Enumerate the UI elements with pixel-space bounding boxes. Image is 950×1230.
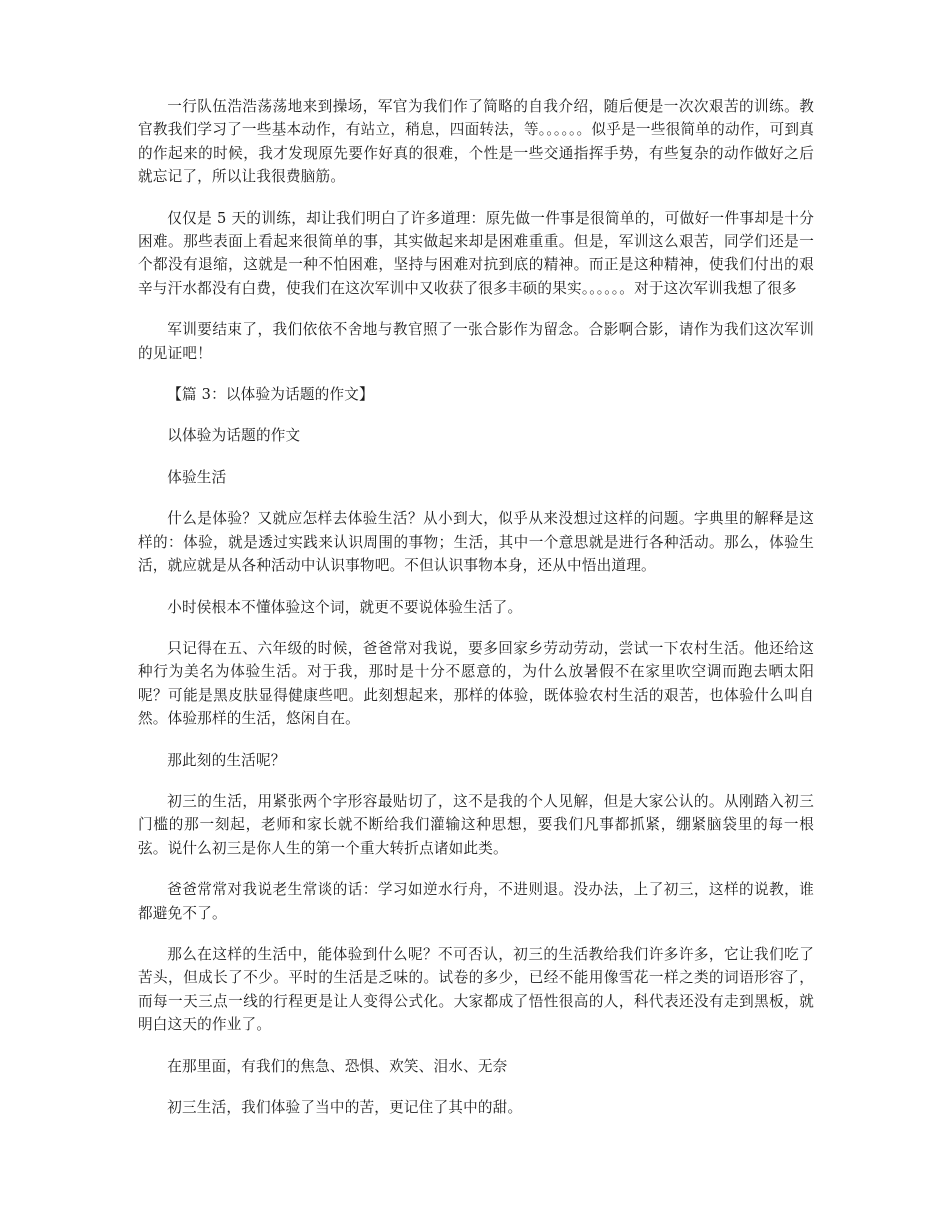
essay-subtitle: 体验生活 [167,468,227,486]
section-heading: 【篇 3：以体验为话题的作文】 [167,386,374,404]
paragraph-training-ends: 军训要结束了，我们依依不舍地与教官照了一张合影作为留念。合影啊合影，请作为我们这次军训的见证吧！ [138,321,814,362]
paragraph-present-life: 那此刻的生活呢？ [167,751,286,769]
paragraph-what-is-experience: 什么是体验？又就应怎样去体验生活？从小到大，似乎从来没想过这样的问题。字典里的解释是这样的：体验，就是透过实践来认识周围的事物；生活，其中一个意思就是进行各种活动。那么，体验生活，就应就是从各种活动中认识事物吧。不但认识事物本身，还从中悟出道理。 [138,510,814,575]
document-body [138,95,814,1137]
paragraph-grade-nine-life: 初三的生活，用紧张两个字形容最贴切了，这不是我的个人见解，但是大家公认的。从刚踏入初三门槛的那一刻起，老师和家长就不断给我们灌输这种思想，要我们凡事都抓紧，绷紧脑袋里的每一根弦。说什么初三是你人生的第一个重大转折点诸如此类。 [138,792,814,857]
paragraph-childhood: 小时侯根本不懂体验这个词，就更不要说体验生活了。 [167,598,523,616]
paragraph-emotions: 在那里面，有我们的焦急、恐惧、欢笑、泪水、无奈 [167,1057,508,1075]
paragraph-father-saying: 爸爸常常对我说老生常谈的话：学习如逆水行舟，不进则退。没办法，上了初三，这样的说教，谁都避免不了。 [138,881,814,922]
paragraph-village-life: 只记得在五、六年级的时候，爸爸常对我说，要多回家乡劳动劳动，尝试一下农村生活。他还给这种行为美名为体验生活。对于我，那时是十分不愿意的，为什么放暑假不在家里吹空调而跑去晒太阳呢？可能是黑皮肤显得健康些吧。此刻想起来，那样的体验，既体验农村生活的艰苦，也体验什么叫自然。体验那样的生活，悠闲自在。 [138,639,814,728]
essay-title: 以体验为话题的作文 [167,427,301,445]
paragraph-conclusion: 初三生活，我们体验了当中的苦，更记住了其中的甜。 [167,1099,523,1116]
paragraph-military-training-drills: 一行队伍浩浩荡荡地来到操场，军官为我们作了简略的自我介绍，随后便是一次次艰苦的训练。教官教我们学习了一些基本动作，有站立，稍息，四面转法，等。。。。。。似乎是一些很简单的动作，可到真的作起来的时候，我才发现原先要作好真的很难，个性是一些交通指挥手势，有些复杂的动作做好之后就忘记了，所以让我很费脑筋。 [138,98,814,186]
paragraph-what-we-experience: 那么在这样的生活中，能体验到什么呢？不可否认，初三的生活教给我们许多许多，它让我们吃了苦头，但成长了不少。平时的生活是乏味的。试卷的多少，已经不能用像雪花一样之类的词语形容了，而每一天三点一线的行程更是让人变得公式化。大家都成了悟性很高的人，科代表还没有走到黑板，就明白这天的作业了。 [138,945,814,1034]
paragraph-five-day-lessons: 仅仅是 5 天的训练，却让我们明白了许多道理：原先做一件事是很简单的，可做好一件事却是十分困难。那些表面上看起来很简单的事，其实做起来却是困难重重。但是，军训这么艰苦，同学们还是一个都没有退缩，这就是一种不怕困难，坚持与困难对抗到底的精神。而正是这种精神，使我们付出的艰辛与汗水都没有白费，使我们在这次军训中又收获了很多丰硕的果实。。。。。。对于这次军训我想了很多 [138,209,814,297]
